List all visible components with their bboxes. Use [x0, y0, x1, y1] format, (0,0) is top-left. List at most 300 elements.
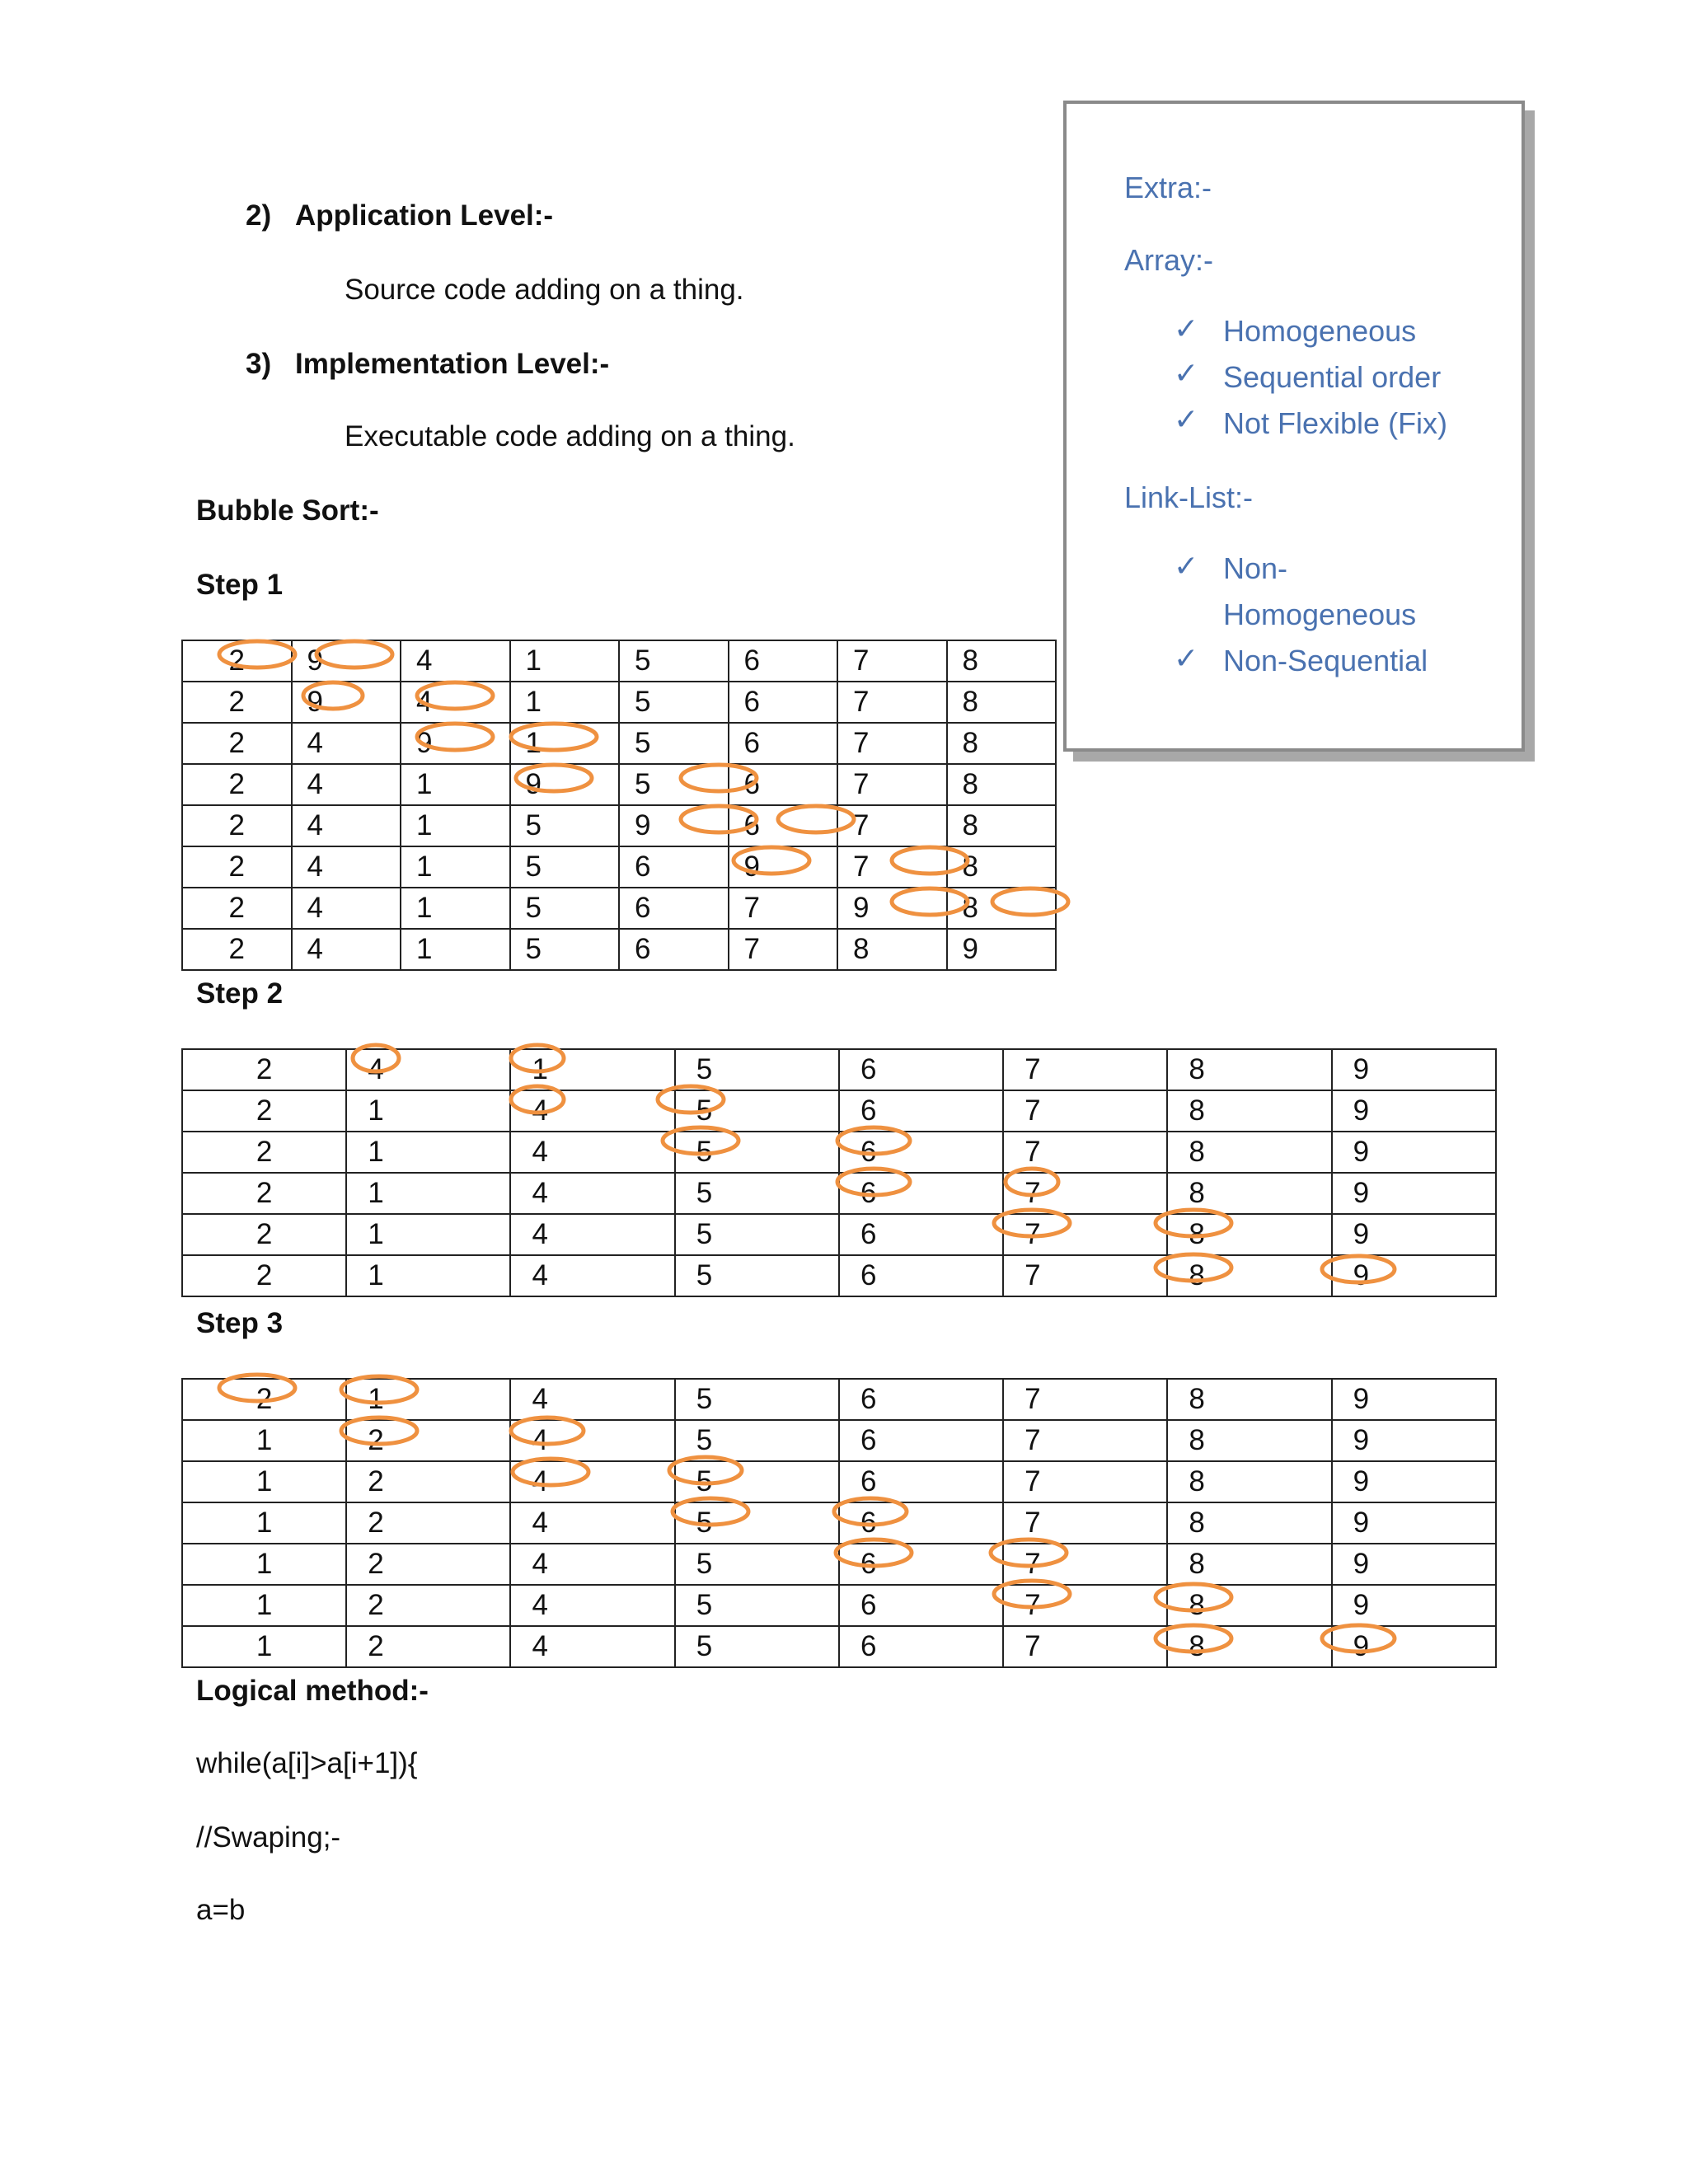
table-cell	[1332, 1090, 1496, 1132]
cell-value: 4	[307, 933, 323, 965]
table-cell	[292, 640, 401, 682]
table-cell	[1003, 1379, 1167, 1420]
cell-value: 6	[860, 1424, 877, 1456]
cell-value: 9	[307, 644, 323, 677]
cell-value: 5	[696, 1218, 713, 1250]
cell-value: 9	[307, 686, 323, 718]
cell-value: 7	[743, 933, 760, 965]
cell-value: 8	[962, 644, 978, 677]
cell-value: 4	[416, 686, 433, 718]
table-cell	[510, 682, 620, 723]
table-cell	[1167, 1585, 1331, 1626]
cell-value: 1	[256, 1424, 273, 1456]
cell-value: 6	[860, 1383, 877, 1415]
table-cell	[675, 1502, 839, 1544]
cell-value: 1	[368, 1259, 384, 1291]
table-cell	[182, 1255, 346, 1296]
table-row	[182, 1132, 1496, 1173]
cell-value: 4	[532, 1383, 548, 1415]
cell-value: 4	[307, 851, 323, 883]
table-cell	[1003, 1461, 1167, 1502]
step-2-table-body	[182, 1049, 1496, 1296]
table-cell	[675, 1420, 839, 1461]
array-item-sequential: Sequential order	[1223, 360, 1442, 394]
table-cell	[947, 846, 1057, 888]
table-cell	[837, 682, 947, 723]
step-3-heading: Step 3	[196, 1307, 284, 1339]
table-cell	[510, 1585, 674, 1626]
cell-value: 8	[1189, 1094, 1205, 1127]
cell-value: 7	[1025, 1136, 1041, 1168]
cell-value: 9	[1353, 1507, 1370, 1539]
table-cell	[182, 1585, 346, 1626]
cell-value: 5	[696, 1630, 713, 1662]
table-cell	[1332, 1585, 1496, 1626]
extra-sidebar-box	[1063, 101, 1525, 752]
cell-value: 8	[1189, 1053, 1205, 1085]
cell-value: 2	[228, 933, 245, 965]
cell-value: 1	[368, 1136, 384, 1168]
cell-value: 6	[860, 1136, 877, 1168]
cell-value: 2	[228, 644, 245, 677]
cell-value: 8	[853, 933, 870, 965]
cell-value: 5	[635, 727, 651, 759]
cell-value: 5	[525, 933, 542, 965]
cell-value: 4	[532, 1094, 548, 1127]
table-cell	[1003, 1049, 1167, 1090]
step-1-table-body	[182, 640, 1056, 970]
table-cell	[182, 1379, 346, 1420]
table-cell	[839, 1379, 1003, 1420]
table-cell	[346, 1585, 510, 1626]
cell-value: 1	[368, 1177, 384, 1209]
table-cell	[619, 846, 729, 888]
table-cell	[1003, 1502, 1167, 1544]
cell-value: 1	[525, 644, 542, 677]
table-cell	[1332, 1379, 1496, 1420]
table-cell	[510, 805, 620, 846]
bubble-sort-heading: Bubble Sort:-	[196, 494, 379, 527]
table-cell	[947, 723, 1057, 764]
cell-value: 8	[962, 686, 978, 718]
cell-value: 2	[228, 727, 245, 759]
cell-value: 4	[532, 1424, 548, 1456]
cell-value: 1	[416, 768, 433, 800]
cell-value: 8	[1189, 1177, 1205, 1209]
table-cell	[346, 1255, 510, 1296]
table-cell	[1332, 1132, 1496, 1173]
table-cell	[839, 1049, 1003, 1090]
table-cell	[1167, 1173, 1331, 1214]
table-cell	[1332, 1420, 1496, 1461]
table-cell	[182, 1626, 346, 1667]
cell-value: 7	[853, 727, 870, 759]
cell-value: 9	[1353, 1136, 1370, 1168]
cell-value: 7	[1025, 1259, 1041, 1291]
table-cell	[346, 1214, 510, 1255]
cell-value: 5	[696, 1136, 713, 1168]
table-cell	[346, 1090, 510, 1132]
table-cell	[1332, 1049, 1496, 1090]
cell-value: 6	[860, 1630, 877, 1662]
cell-value: 8	[962, 768, 978, 800]
cell-value: 2	[256, 1053, 273, 1085]
table-cell	[675, 1132, 839, 1173]
cell-value: 9	[525, 768, 542, 800]
table-cell	[675, 1379, 839, 1420]
cell-value: 7	[1025, 1053, 1041, 1085]
table-cell	[401, 764, 510, 805]
table-cell	[837, 846, 947, 888]
table-row	[182, 1420, 1496, 1461]
cell-value: 1	[256, 1507, 273, 1539]
table-row	[182, 1585, 1496, 1626]
cell-value: 5	[696, 1424, 713, 1456]
table-cell	[510, 1502, 674, 1544]
table-cell	[729, 805, 838, 846]
cell-value: 7	[853, 809, 870, 841]
table-cell	[1003, 1090, 1167, 1132]
cell-value: 7	[1025, 1094, 1041, 1127]
table-row	[182, 846, 1056, 888]
step-3-table	[181, 1378, 1497, 1668]
section-2-description: Source code adding on a thing.	[345, 274, 744, 306]
cell-value: 7	[1025, 1465, 1041, 1497]
linklist-item-non-sequential: Non-Sequential	[1223, 644, 1428, 677]
table-cell	[1167, 1544, 1331, 1585]
cell-value: 9	[1353, 1630, 1370, 1662]
cell-value: 4	[532, 1589, 548, 1621]
cell-value: 4	[368, 1053, 384, 1085]
table-cell	[1003, 1173, 1167, 1214]
table-cell	[182, 1420, 346, 1461]
table-cell	[947, 888, 1057, 929]
sidebar-extra-label: Extra:-	[1124, 171, 1212, 204]
table-row	[182, 1461, 1496, 1502]
table-cell	[510, 764, 620, 805]
table-cell	[1167, 1090, 1331, 1132]
cell-value: 5	[635, 644, 651, 677]
cell-value: 5	[696, 1053, 713, 1085]
cell-value: 5	[696, 1177, 713, 1209]
table-cell	[510, 1420, 674, 1461]
cell-value: 1	[416, 892, 433, 924]
table-cell	[1167, 1502, 1331, 1544]
table-cell	[182, 1173, 346, 1214]
cell-value: 2	[228, 851, 245, 883]
table-cell	[619, 805, 729, 846]
section-2-number: 2)	[246, 199, 272, 232]
cell-value: 8	[1189, 1424, 1205, 1456]
cell-value: 7	[853, 851, 870, 883]
step-2-table	[181, 1048, 1497, 1297]
cell-value: 2	[368, 1507, 384, 1539]
table-cell	[839, 1626, 1003, 1667]
cell-value: 7	[1025, 1630, 1041, 1662]
cell-value: 6	[860, 1218, 877, 1250]
table-cell	[401, 846, 510, 888]
table-cell	[1167, 1379, 1331, 1420]
table-cell	[510, 1132, 674, 1173]
table-cell	[510, 723, 620, 764]
table-cell	[182, 1214, 346, 1255]
table-cell	[1167, 1214, 1331, 1255]
table-cell	[1003, 1255, 1167, 1296]
cell-value: 6	[860, 1094, 877, 1127]
table-row	[182, 1502, 1496, 1544]
cell-value: 5	[696, 1589, 713, 1621]
table-cell	[1332, 1544, 1496, 1585]
table-cell	[182, 1132, 346, 1173]
table-cell	[1003, 1420, 1167, 1461]
table-row	[182, 640, 1056, 682]
cell-value: 4	[307, 727, 323, 759]
table-cell	[729, 888, 838, 929]
cell-value: 9	[1353, 1383, 1370, 1415]
table-cell	[619, 682, 729, 723]
cell-value: 9	[1353, 1589, 1370, 1621]
table-cell	[510, 1214, 674, 1255]
table-cell	[839, 1090, 1003, 1132]
table-cell	[346, 1461, 510, 1502]
table-cell	[1332, 1626, 1496, 1667]
sidebar-array-label: Array:-	[1124, 243, 1213, 277]
cell-value: 1	[368, 1383, 384, 1415]
cell-value: 9	[743, 851, 760, 883]
table-cell	[619, 888, 729, 929]
linklist-item-homogeneous: Homogeneous	[1223, 598, 1417, 631]
table-cell	[292, 805, 401, 846]
table-cell	[346, 1379, 510, 1420]
table-cell	[675, 1255, 839, 1296]
cell-value: 9	[853, 892, 870, 924]
table-cell	[182, 1544, 346, 1585]
table-cell	[675, 1090, 839, 1132]
table-cell	[182, 805, 292, 846]
cell-value: 7	[1025, 1424, 1041, 1456]
cell-value: 1	[525, 727, 542, 759]
cell-value: 5	[696, 1383, 713, 1415]
cell-value: 7	[853, 768, 870, 800]
table-row	[182, 888, 1056, 929]
table-cell	[401, 805, 510, 846]
step-1-heading: Step 1	[196, 569, 284, 601]
cell-value: 7	[1025, 1589, 1041, 1621]
table-cell	[182, 682, 292, 723]
table-cell	[182, 640, 292, 682]
cell-value: 4	[532, 1177, 548, 1209]
cell-value: 6	[635, 933, 651, 965]
cell-value: 1	[416, 851, 433, 883]
linklist-item-non: Non-	[1223, 551, 1288, 585]
table-cell	[510, 1173, 674, 1214]
cell-value: 4	[532, 1630, 548, 1662]
logical-method-heading: Logical method:-	[196, 1675, 429, 1707]
cell-value: 8	[962, 892, 978, 924]
cell-value: 2	[368, 1465, 384, 1497]
cell-value: 1	[368, 1218, 384, 1250]
table-cell	[1167, 1420, 1331, 1461]
table-cell	[729, 764, 838, 805]
cell-value: 2	[256, 1094, 273, 1127]
cell-value: 8	[1189, 1259, 1205, 1291]
cell-value: 2	[256, 1259, 273, 1291]
cell-value: 7	[1025, 1177, 1041, 1209]
table-cell	[182, 1461, 346, 1502]
table-row	[182, 723, 1056, 764]
table-cell	[401, 888, 510, 929]
table-cell	[675, 1585, 839, 1626]
table-cell	[675, 1049, 839, 1090]
table-cell	[675, 1214, 839, 1255]
table-row	[182, 1090, 1496, 1132]
cell-value: 9	[962, 933, 978, 965]
table-cell	[729, 682, 838, 723]
cell-value: 5	[525, 809, 542, 841]
table-row	[182, 764, 1056, 805]
cell-value: 2	[256, 1383, 273, 1415]
table-cell	[510, 1544, 674, 1585]
cell-value: 4	[532, 1507, 548, 1539]
table-cell	[292, 682, 401, 723]
cell-value: 2	[368, 1548, 384, 1580]
table-row	[182, 1173, 1496, 1214]
table-cell	[510, 1255, 674, 1296]
cell-value: 2	[256, 1177, 273, 1209]
cell-value: 8	[1189, 1630, 1205, 1662]
cell-value: 8	[1189, 1507, 1205, 1539]
cell-value: 2	[256, 1218, 273, 1250]
cell-value: 7	[853, 686, 870, 718]
cell-value: 7	[1025, 1548, 1041, 1580]
table-cell	[346, 1049, 510, 1090]
section-2-title: Application Level:-	[295, 199, 554, 232]
table-cell	[182, 723, 292, 764]
cell-value: 6	[860, 1053, 877, 1085]
cell-value: 1	[416, 933, 433, 965]
cell-value: 4	[307, 809, 323, 841]
cell-value: 4	[532, 1259, 548, 1291]
table-cell	[292, 764, 401, 805]
table-cell	[619, 723, 729, 764]
cell-value: 6	[860, 1507, 877, 1539]
table-cell	[729, 846, 838, 888]
table-cell	[839, 1132, 1003, 1173]
table-cell	[346, 1626, 510, 1667]
table-row	[182, 1544, 1496, 1585]
table-row	[182, 682, 1056, 723]
cell-value: 1	[368, 1094, 384, 1127]
table-row	[182, 805, 1056, 846]
cell-value: 1	[532, 1053, 548, 1085]
cell-value: 5	[635, 768, 651, 800]
cell-value: 9	[1353, 1465, 1370, 1497]
table-cell	[510, 888, 620, 929]
cell-value: 2	[228, 768, 245, 800]
cell-value: 7	[743, 892, 760, 924]
code-line-2: //Swaping;-	[196, 1821, 341, 1854]
table-cell	[182, 929, 292, 970]
cell-value: 8	[962, 809, 978, 841]
table-cell	[510, 929, 620, 970]
cell-value: 1	[525, 686, 542, 718]
cell-value: 5	[696, 1548, 713, 1580]
table-cell	[619, 929, 729, 970]
cell-value: 6	[743, 768, 760, 800]
table-cell	[729, 640, 838, 682]
table-cell	[947, 682, 1057, 723]
cell-value: 9	[416, 727, 433, 759]
cell-value: 1	[256, 1630, 273, 1662]
table-cell	[839, 1255, 1003, 1296]
table-cell	[182, 764, 292, 805]
table-cell	[839, 1502, 1003, 1544]
cell-value: 7	[853, 644, 870, 677]
table-cell	[346, 1173, 510, 1214]
table-cell	[182, 1049, 346, 1090]
cell-value: 1	[256, 1548, 273, 1580]
table-row	[182, 1255, 1496, 1296]
table-cell	[729, 723, 838, 764]
table-cell	[346, 1420, 510, 1461]
table-row	[182, 1214, 1496, 1255]
array-item-homogeneous: Homogeneous	[1223, 314, 1417, 348]
table-cell	[947, 929, 1057, 970]
table-cell	[182, 846, 292, 888]
table-cell	[1332, 1214, 1496, 1255]
table-cell	[1167, 1132, 1331, 1173]
cell-value: 2	[368, 1424, 384, 1456]
cell-value: 5	[696, 1259, 713, 1291]
table-cell	[401, 929, 510, 970]
cell-value: 2	[228, 892, 245, 924]
cell-value: 8	[1189, 1218, 1205, 1250]
cell-value: 6	[860, 1177, 877, 1209]
table-cell	[292, 846, 401, 888]
cell-value: 4	[532, 1218, 548, 1250]
cell-value: 1	[256, 1589, 273, 1621]
table-cell	[182, 1502, 346, 1544]
cell-value: 2	[228, 686, 245, 718]
table-cell	[675, 1626, 839, 1667]
table-cell	[401, 723, 510, 764]
cell-value: 6	[635, 851, 651, 883]
cell-value: 6	[860, 1589, 877, 1621]
table-cell	[1003, 1132, 1167, 1173]
sidebar-linklist-label: Link-List:-	[1124, 480, 1254, 514]
cell-value: 6	[860, 1465, 877, 1497]
table-row	[182, 929, 1056, 970]
step-2-heading: Step 2	[196, 977, 284, 1010]
table-cell	[729, 929, 838, 970]
table-cell	[837, 640, 947, 682]
table-cell	[182, 1090, 346, 1132]
table-cell	[1167, 1461, 1331, 1502]
cell-value: 6	[743, 809, 760, 841]
table-cell	[1003, 1214, 1167, 1255]
table-cell	[510, 1461, 674, 1502]
cell-value: 9	[1353, 1094, 1370, 1127]
cell-value: 2	[368, 1630, 384, 1662]
table-cell	[292, 929, 401, 970]
cell-value: 7	[1025, 1218, 1041, 1250]
table-cell	[947, 805, 1057, 846]
cell-value: 9	[635, 809, 651, 841]
table-row	[182, 1049, 1496, 1090]
cell-value: 6	[860, 1548, 877, 1580]
cell-value: 8	[962, 727, 978, 759]
cell-value: 9	[1353, 1218, 1370, 1250]
